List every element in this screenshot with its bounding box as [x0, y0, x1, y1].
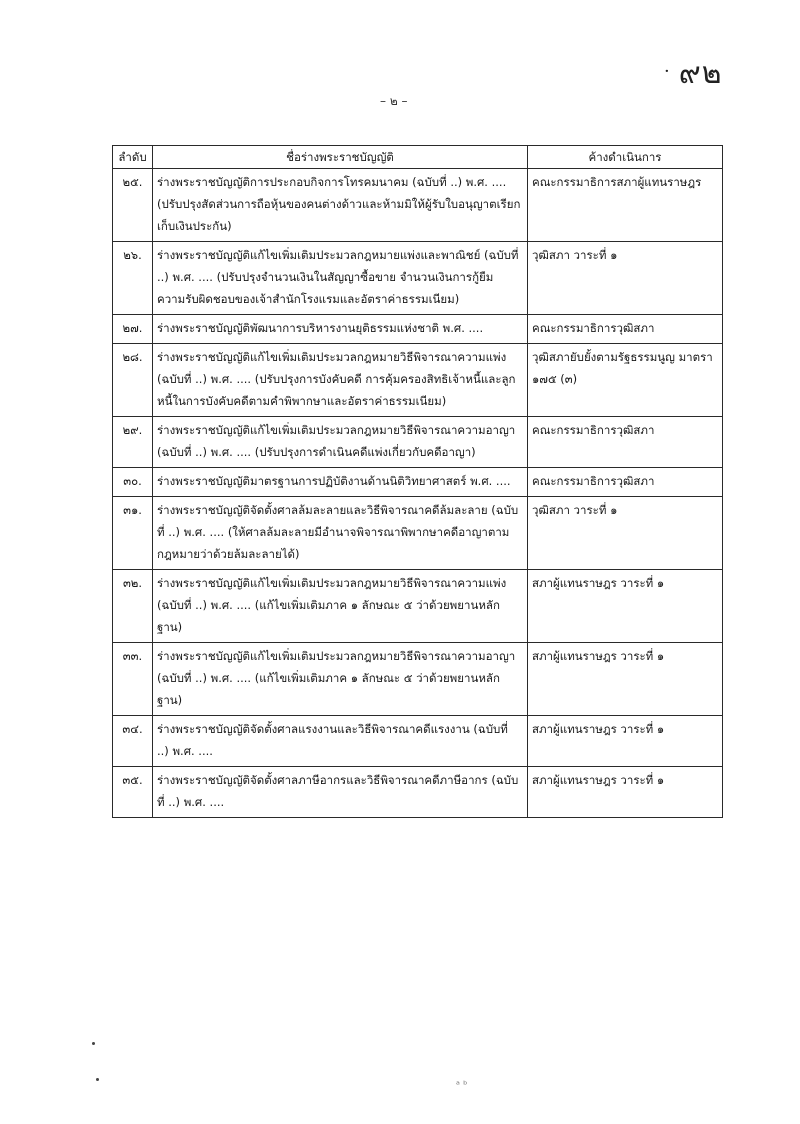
bill-title: ร่างพระราชบัญญัติมาตรฐานการปฏิบัติงานด้านนิติวิทยาศาสตร์ พ.ศ. ....	[153, 468, 528, 497]
row-number: ๓๓.	[113, 643, 153, 716]
bill-status: วุฒิสภา วาระที่ ๑	[528, 242, 723, 315]
row-number: ๒๙.	[113, 417, 153, 468]
bill-status: คณะกรรมาธิการวุฒิสภา	[528, 315, 723, 344]
table-row	[113, 767, 723, 818]
bill-title: ร่างพระราชบัญญัติแก้ไขเพิ่มเติมประมวลกฎหมายวิธีพิจารณาความอาญา (ฉบับที่ ..) พ.ศ. .... (ปรับปรุงการดำเนินคดีแพ่งเกี่ยวกับคดีอาญา)	[153, 417, 528, 468]
table-row	[113, 570, 723, 643]
header-status: ค้างดำเนินการ	[528, 146, 723, 169]
page-number: – ๒ –	[380, 94, 408, 108]
row-number: ๓๕.	[113, 767, 153, 818]
table-row	[113, 344, 723, 417]
row-number: ๒๕.	[113, 169, 153, 242]
row-number: ๓๑.	[113, 497, 153, 570]
table-row	[113, 716, 723, 767]
bill-status: คณะกรรมาธิการวุฒิสภา	[528, 417, 723, 468]
bill-title: ร่างพระราชบัญญัติจัดตั้งศาลภาษีอากรและวิธีพิจารณาคดีภาษีอากร (ฉบับที่ ..) พ.ศ. ....	[153, 767, 528, 818]
bill-title: ร่างพระราชบัญญัติจัดตั้งศาลแรงงานและวิธีพิจารณาคดีแรงงาน (ฉบับที่ ..) พ.ศ. ....	[153, 716, 528, 767]
row-number: ๓๒.	[113, 570, 153, 643]
table-row	[113, 242, 723, 315]
bill-title: ร่างพระราชบัญญัติแก้ไขเพิ่มเติมประมวลกฎหมายแพ่งและพาณิชย์ (ฉบับที่ ..) พ.ศ. .... (ปรับปรุงจำนวนเงินในสัญญาซื้อขาย จำนวนเงินการกู้ยืม ความรับผิดชอบของเจ้าสำนักโรงแรมและอัตราค่าธรรมเนียม)	[153, 242, 528, 315]
bill-status: สภาผู้แทนราษฎร วาระที่ ๑	[528, 767, 723, 818]
row-number: ๒๖.	[113, 242, 153, 315]
bill-status: สภาผู้แทนราษฎร วาระที่ ๑	[528, 643, 723, 716]
bill-status: คณะกรรมาธิการสภาผู้แทนราษฎร	[528, 169, 723, 242]
bill-title: ร่างพระราชบัญญัติแก้ไขเพิ่มเติมประมวลกฎหมายวิธีพิจารณาความแพ่ง (ฉบับที่ ..) พ.ศ. .... (แก้ไขเพิ่มเติมภาค ๑ ลักษณะ ๕ ว่าด้วยพยานหลักฐาน)	[153, 570, 528, 643]
scan-speck	[92, 1042, 95, 1045]
handwritten-page-number	[664, 50, 722, 97]
bill-title: ร่างพระราชบัญญัติแก้ไขเพิ่มเติมประมวลกฎหมายวิธีพิจารณาความแพ่ง (ฉบับที่ ..) พ.ศ. .... (ปรับปรุงการบังคับคดี การคุ้มครองสิทธิเจ้าหนี้และลูกหนี้ในการบังคับคดีตามคำพิพากษาและอัตราค่าธรรมเนียม)	[153, 344, 528, 417]
bill-title: ร่างพระราชบัญญัติจัดตั้งศาลล้มละลายและวิธีพิจารณาคดีล้มละลาย (ฉบับที่ ..) พ.ศ. .... (ให้ศาลล้มละลายมีอำนาจพิจารณาพิพากษาคดีอาญาตามกฎหมายว่าด้วยล้มละลายได้)	[153, 497, 528, 570]
table-row	[113, 315, 723, 344]
scan-artifact: ᵃ ᵇ	[456, 1080, 468, 1091]
table-row	[113, 497, 723, 570]
row-number: ๓๔.	[113, 716, 153, 767]
bill-title: ร่างพระราชบัญญัติการประกอบกิจการโทรคมนาคม (ฉบับที่ ..) พ.ศ. .... (ปรับปรุงสัดส่วนการถือหุ้นของคนต่างด้าวและห้ามมิให้ผู้รับใบอนุญาตเรียกเก็บเงินประกัน)	[153, 169, 528, 242]
bills-table	[112, 145, 723, 818]
bill-title: ร่างพระราชบัญญัติแก้ไขเพิ่มเติมประมวลกฎหมายวิธีพิจารณาความอาญา (ฉบับที่ ..) พ.ศ. .... (แก้ไขเพิ่มเติมภาค ๑ ลักษณะ ๕ ว่าด้วยพยานหลักฐาน)	[153, 643, 528, 716]
row-number: ๒๘.	[113, 344, 153, 417]
handwritten-dot: ·	[664, 61, 671, 82]
bill-status: สภาผู้แทนราษฎร วาระที่ ๑	[528, 716, 723, 767]
row-number: ๒๗.	[113, 315, 153, 344]
header-no: ลำดับ	[113, 146, 153, 169]
table-row	[113, 169, 723, 242]
table-row	[113, 468, 723, 497]
header-title: ชื่อร่างพระราชบัญญัติ	[153, 146, 528, 169]
bill-status: วุฒิสภายับยั้งตามรัฐธรรมนูญ มาตรา ๑๗๕ (๓)	[528, 344, 723, 417]
table-row	[113, 643, 723, 716]
bill-status: คณะกรรมาธิการวุฒิสภา	[528, 468, 723, 497]
scan-speck	[96, 1078, 99, 1081]
table-header-row	[113, 146, 723, 169]
row-number: ๓๐.	[113, 468, 153, 497]
bill-status: สภาผู้แทนราษฎร วาระที่ ๑	[528, 570, 723, 643]
handwritten-number: ๙๒	[678, 56, 723, 91]
bill-status: วุฒิสภา วาระที่ ๑	[528, 497, 723, 570]
bill-title: ร่างพระราชบัญญัติพัฒนาการบริหารงานยุติธรรมแห่งชาติ พ.ศ. ....	[153, 315, 528, 344]
table-row	[113, 417, 723, 468]
